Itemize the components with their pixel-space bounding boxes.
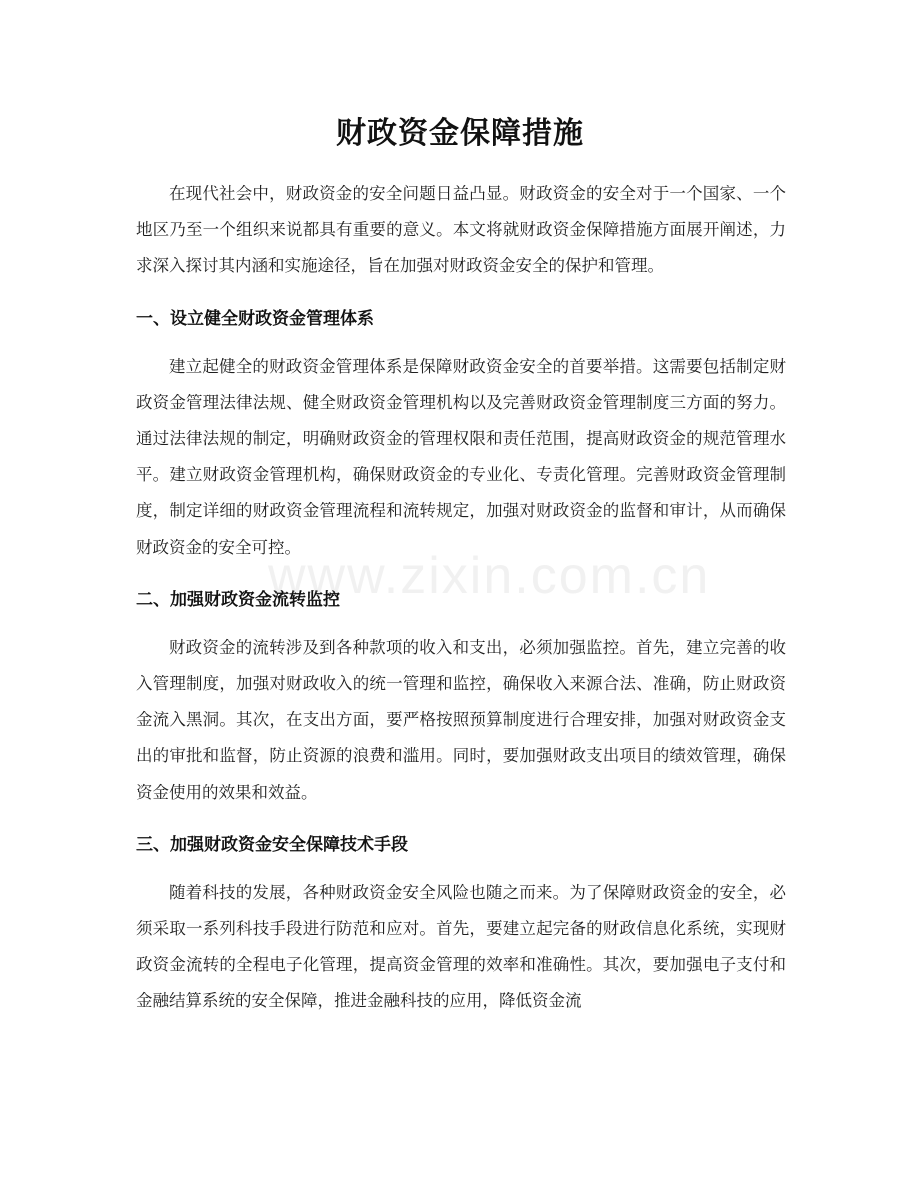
- section-1-paragraph: 建立起健全的财政资金管理体系是保障财政资金安全的首要举措。这需要包括制定财政资金管理法律法规、健全财政资金管理机构以及完善财政资金管理制度三方面的努力。通过法律法规的制定，明确财政资金的管理权限和责任范围，提高财政资金的规范管理水平。建立财政资金管理机构，确保财政资金的专业化、专责化管理。完善财政资金管理制度，制定详细的财政资金管理流程和流转规定，加强对财政资金的监督和审计，从而确保财政资金的安全可控。: [136, 356, 786, 557]
- section-1-heading: 一、设立健全财政资金管理体系: [136, 308, 374, 329]
- site-watermark: www.zixin.com.cn: [268, 547, 711, 605]
- document-title: 财政资金保障措施: [336, 116, 584, 151]
- section-3-heading: 三、加强财政资金安全保障技术手段: [136, 834, 408, 855]
- section-2-paragraph: 财政资金的流转涉及到各种款项的收入和支出，必须加强监控。首先，建立完善的收入管理制度，加强对财政收入的统一管理和监控，确保收入来源合法、准确，防止财政资金流入黑洞。其次，在支出方面，要严格按照预算制度进行合理安排，加强对财政资金支出的审批和监督，防止资源的浪费和滥用。同时，要加强财政支出项目的绩效管理，确保资金使用的效果和效益。: [136, 637, 786, 802]
- document-body: [136, 176, 786, 1020]
- section-2-heading: 二、加强财政资金流转监控: [136, 589, 340, 610]
- intro-paragraph: 在现代社会中，财政资金的安全问题日益凸显。财政资金的安全对于一个国家、一个地区乃至一个组织来说都具有重要的意义。本文将就财政资金保障措施方面展开阐述，力求深入探讨其内涵和实施途径，旨在加强对财政资金安全的保护和管理。: [136, 184, 786, 276]
- section-3-paragraph: 随着科技的发展，各种财政资金安全风险也随之而来。为了保障财政资金的安全，必须采取一系列科技手段进行防范和应对。首先，要建立起完备的财政信息化系统，实现财政资金流转的全程电子化管理，提高资金管理的效率和准确性。其次，要加强电子支付和金融结算系统的安全保障，推进金融科技的应用，降低资金流: [136, 882, 786, 1011]
